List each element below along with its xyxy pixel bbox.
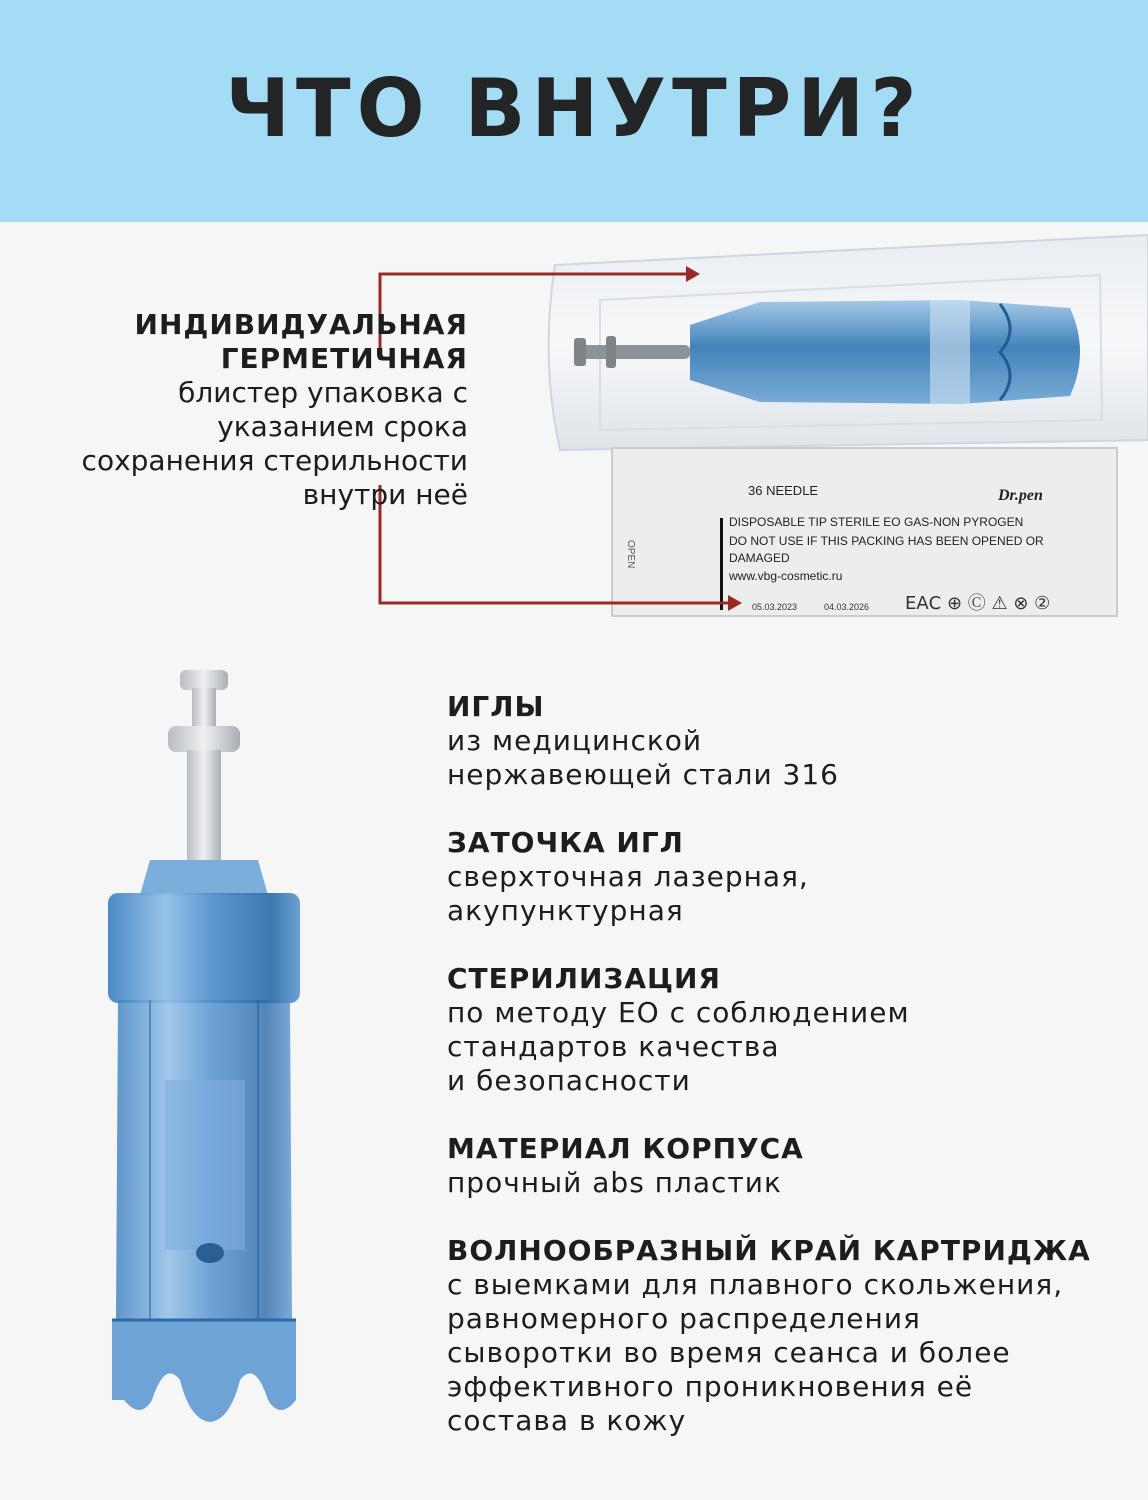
feature-needles [447, 690, 1137, 792]
feature-title: ЗАТОЧКА ИГЛ [447, 826, 684, 859]
features-list [447, 690, 1137, 1472]
label-site: www.vbg-cosmetic.ru [729, 569, 843, 583]
feature-line: и безопасности [447, 1064, 691, 1097]
package-desc-line: сохранения стерильности [81, 444, 468, 477]
label-open: OPEN [625, 540, 636, 569]
feature-line: акупунктурная [447, 894, 684, 927]
label-date-exp: 04.03.2026 [824, 602, 870, 612]
label-marks: ЕАС ⊕ Ⓒ ⚠ ⊗ ② [905, 593, 1051, 614]
package-title-line1: ИНДИВИДУАЛЬНАЯ [134, 308, 468, 341]
feature-title: МАТЕРИАЛ КОРПУСА [447, 1132, 804, 1165]
feature-sharpening [447, 826, 1137, 928]
feature-line: эффективного проникновения её [447, 1370, 974, 1403]
label-brand: Dr.pen [998, 487, 1043, 504]
label-line2: DO NOT USE IF THIS PACKING HAS BEEN OPENED OR [729, 534, 1044, 548]
feature-body-material [447, 1132, 1137, 1200]
label-line3: DAMAGED [729, 551, 790, 565]
package-desc-line: указанием срока [217, 410, 468, 443]
feature-line: стандартов качества [447, 1030, 780, 1063]
feature-line: равномерного распределения [447, 1302, 921, 1335]
feature-sterilization [447, 962, 1137, 1098]
feature-line: нержавеющей стали 316 [447, 758, 839, 791]
package-desc-line: блистер упаковка с [178, 376, 468, 409]
label-line1: DISPOSABLE TIP STERILE EO GAS-NON PYROGEN [729, 515, 1024, 529]
feature-title: СТЕРИЛИЗАЦИЯ [447, 962, 721, 995]
package-desc-line: внутри неё [302, 478, 468, 511]
feature-line: сыворотки во время сеанса и более [447, 1336, 1011, 1369]
feature-title: ИГЛЫ [447, 690, 545, 723]
feature-line: прочный abs пластик [447, 1166, 782, 1199]
package-title-line2: ГЕРМЕТИЧНАЯ [220, 342, 468, 375]
feature-line: с выемками для плавного скольжения, [447, 1268, 1064, 1301]
feature-wavy-edge [447, 1234, 1137, 1438]
page-title: ЧТО ВНУТРИ? [225, 62, 923, 155]
feature-line: из медицинской [447, 724, 703, 757]
label-needle: 36 NEEDLE [748, 483, 819, 498]
feature-line: по методу ЕО с соблюдением [447, 996, 910, 1029]
feature-title: ВОЛНООБРАЗНЫЙ КРАЙ КАРТРИДЖА [447, 1234, 1091, 1267]
feature-line: состава в кожу [447, 1404, 687, 1437]
label-date-made: 05.03.2023 [752, 602, 798, 612]
feature-line: сверхточная лазерная, [447, 860, 809, 893]
